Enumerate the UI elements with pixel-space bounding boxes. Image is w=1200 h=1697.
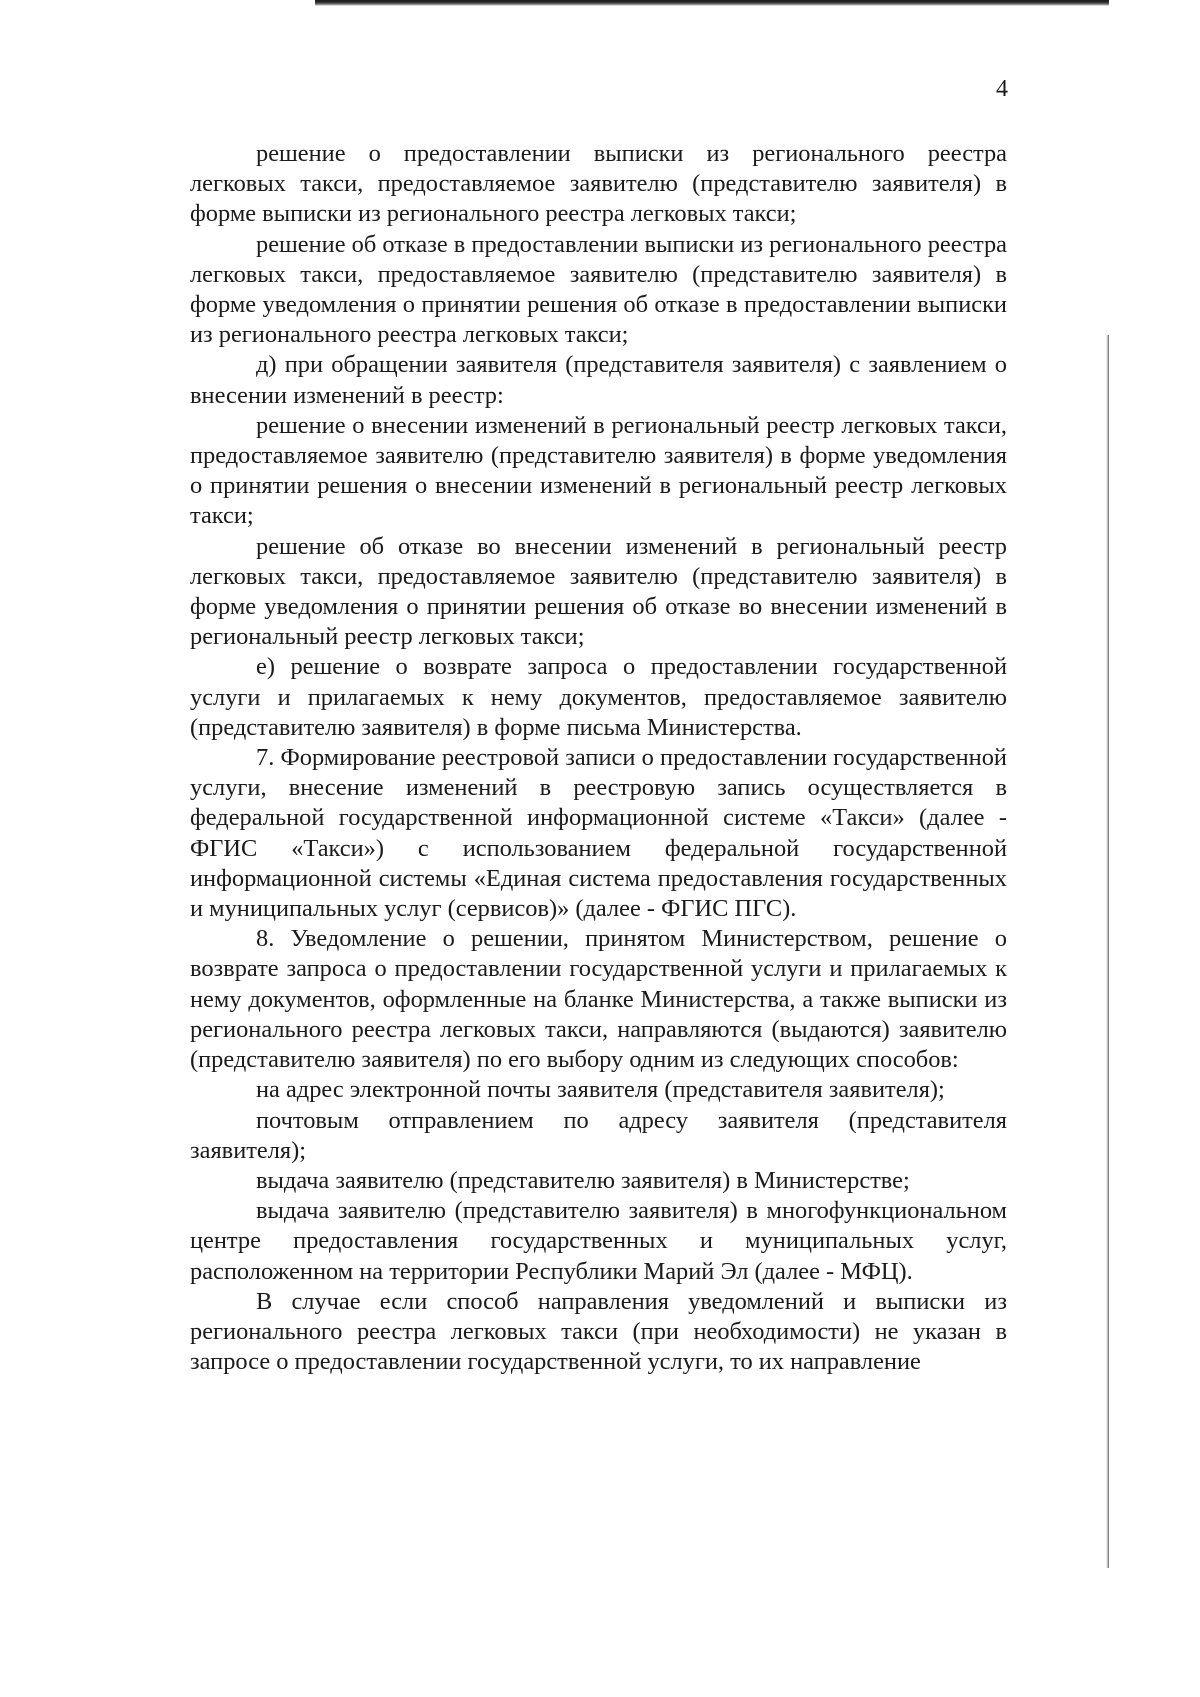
paragraph: решение об отказе во внесении изменений в региональный реестр легковых такси, предоставляемое заявителю (представителю заявителя) в форме уведомления о принятии решения об отказе во внесении изменений в региональный реестр легковых такси; bbox=[190, 532, 1007, 651]
scan-edge-right bbox=[1106, 335, 1109, 1568]
paragraph: решение о внесении изменений в региональный реестр легковых такси, предоставляемое заявителю (представителю заявителя) в форме уведомления о принятии решения о внесении изменений в региональный реестр легковых такси; bbox=[190, 411, 1007, 530]
paragraph: 8. Уведомление о решении, принятом Министерством, решение о возврате запроса о предоставлении государственной услуги и прилагаемых к нему документов, оформленные на бланке Министерства, а также выписки из регионального реестра легковых такси, направляются (выдаются) заявителю (представителю заявителя) по его выбору одним из следующих способов: bbox=[190, 925, 1007, 1074]
page-number: 4 bbox=[996, 76, 1008, 102]
paragraph: выдача заявителю (представителю заявителя) в многофункциональном центре предоставления государственных и муниципальных услуг, расположенном на территории Республики Марий Эл (далее - МФЦ). bbox=[190, 1197, 1007, 1285]
paragraph: 7. Формирование реестровой записи о предоставлении государственной услуги, внесение изменений в реестровую запись осуществляется в федеральной государственной информационной системе «Такси» (далее - ФГИС «Такси») с использованием федеральной государственной информационной системы «Единая система предоставления государственных и муниципальных услуг (сервисов)» (далее - ФГИС ПГС). bbox=[190, 744, 1007, 923]
paragraph: выдача заявителю (представителю заявителя) в Министерстве; bbox=[256, 1166, 910, 1194]
scan-edge-top bbox=[315, 0, 1109, 6]
paragraph: е) решение о возврате запроса о предоставлении государственной услуги и прилагаемых к нему документов, предоставляемое заявителю (представителю заявителя) в форме письма Министерства. bbox=[190, 653, 1007, 741]
paragraph: почтовым отправлением по адресу заявителя (представителя заявителя); bbox=[190, 1106, 1007, 1164]
paragraph: д) при обращении заявителя (представителя заявителя) с заявлением о внесении изменений в реестр: bbox=[190, 351, 1007, 409]
paragraph: В случае если способ направления уведомлений и выписки из регионального реестра легковых такси (при необходимости) не указан в запросе о предоставлении государственной услуги, то их направление bbox=[190, 1287, 1007, 1376]
document-body bbox=[190, 139, 1007, 1377]
paragraph: решение о предоставлении выписки из регионального реестра легковых такси, предоставляемое заявителю (представителю заявителя) в форме выписки из регионального реестра легковых такси; bbox=[190, 140, 1007, 228]
paragraph: на адрес электронной почты заявителя (представителя заявителя); bbox=[256, 1076, 945, 1104]
paragraph: решение об отказе в предоставлении выписки из регионального реестра легковых такси, предоставляемое заявителю (представителю заявителя) в форме уведомления о принятии решения об отказе в предоставлении выписки из регионального реестра легковых такси; bbox=[190, 230, 1007, 349]
